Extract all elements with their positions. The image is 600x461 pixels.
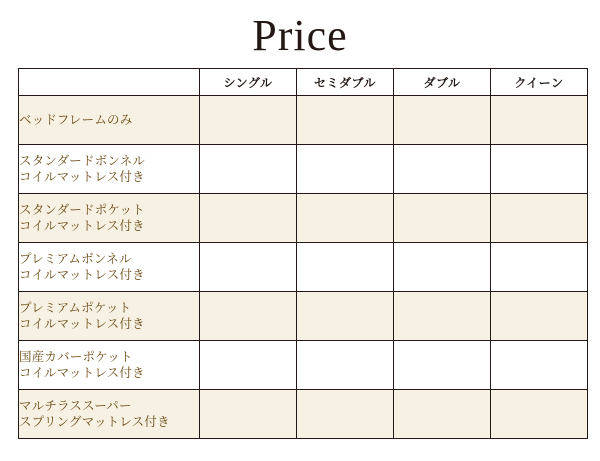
- row-label-frame-only: [19, 96, 200, 145]
- table-body: [19, 96, 588, 439]
- price-cell-double: [394, 292, 491, 341]
- row-label-standard-pocket: [19, 194, 200, 243]
- price-cell-semi-double: [297, 96, 394, 145]
- column-header-queen: クイーン: [491, 69, 588, 96]
- price-cell-semi-double: [297, 341, 394, 390]
- column-header-single: シングル: [200, 69, 297, 96]
- table-row: [19, 341, 588, 390]
- row-label-line: コイルマットレス付き: [19, 268, 145, 283]
- price-cell-queen: [491, 243, 588, 292]
- header-row: [19, 69, 588, 96]
- price-cell-queen: [491, 145, 588, 194]
- table-corner-cell: [19, 69, 200, 96]
- price-cell-single: [200, 194, 297, 243]
- price-table: [18, 68, 588, 439]
- price-cell-semi-double: [297, 194, 394, 243]
- row-label-line: プレミアムポケット: [19, 300, 132, 315]
- row-label-line: 国産カバーポケット: [19, 349, 133, 364]
- table-row: [19, 145, 588, 194]
- price-cell-single: [200, 292, 297, 341]
- row-label-line: スタンダードポケット: [19, 202, 145, 217]
- price-cell-double: [394, 194, 491, 243]
- price-cell-queen: [491, 390, 588, 439]
- row-label-line: ベッドフレームのみ: [19, 112, 133, 127]
- price-cell-queen: [491, 96, 588, 145]
- price-cell-single: [200, 145, 297, 194]
- table-row: [19, 96, 588, 145]
- table-header: [19, 69, 588, 96]
- price-cell-queen: [491, 341, 588, 390]
- row-label-multilas-super-spring: [19, 390, 200, 439]
- row-label-line: スタンダードボンネル: [19, 153, 146, 168]
- row-label-domestic-cover-pocket: [19, 341, 200, 390]
- price-cell-single: [200, 96, 297, 145]
- column-header-semi-double: セミダブル: [297, 69, 394, 96]
- price-cell-queen: [491, 194, 588, 243]
- page-title: Price: [252, 11, 348, 60]
- column-header-double: ダブル: [394, 69, 491, 96]
- row-label-line: プレミアムボンネル: [19, 251, 132, 266]
- price-cell-semi-double: [297, 243, 394, 292]
- row-label-premium-pocket: [19, 292, 200, 341]
- row-label-line: スプリングマットレス付き: [19, 415, 170, 430]
- table-row: [19, 243, 588, 292]
- price-cell-semi-double: [297, 145, 394, 194]
- price-cell-semi-double: [297, 292, 394, 341]
- price-cell-single: [200, 390, 297, 439]
- price-cell-single: [200, 243, 297, 292]
- price-cell-double: [394, 243, 491, 292]
- row-label-standard-bonnell: [19, 145, 200, 194]
- row-label-line: コイルマットレス付き: [19, 170, 145, 185]
- price-cell-double: [394, 390, 491, 439]
- row-label-line: コイルマットレス付き: [19, 317, 145, 332]
- price-cell-semi-double: [297, 390, 394, 439]
- price-cell-queen: [491, 292, 588, 341]
- price-cell-double: [394, 96, 491, 145]
- table-row: [19, 194, 588, 243]
- row-label-line: コイルマットレス付き: [19, 219, 145, 234]
- price-table-container: [18, 68, 582, 439]
- price-cell-double: [394, 341, 491, 390]
- row-label-premium-bonnell: [19, 243, 200, 292]
- table-row: [19, 292, 588, 341]
- price-cell-double: [394, 145, 491, 194]
- price-cell-single: [200, 341, 297, 390]
- row-label-line: マルチラススーパー: [19, 398, 132, 413]
- table-row: [19, 390, 588, 439]
- row-label-line: コイルマットレス付き: [19, 366, 145, 381]
